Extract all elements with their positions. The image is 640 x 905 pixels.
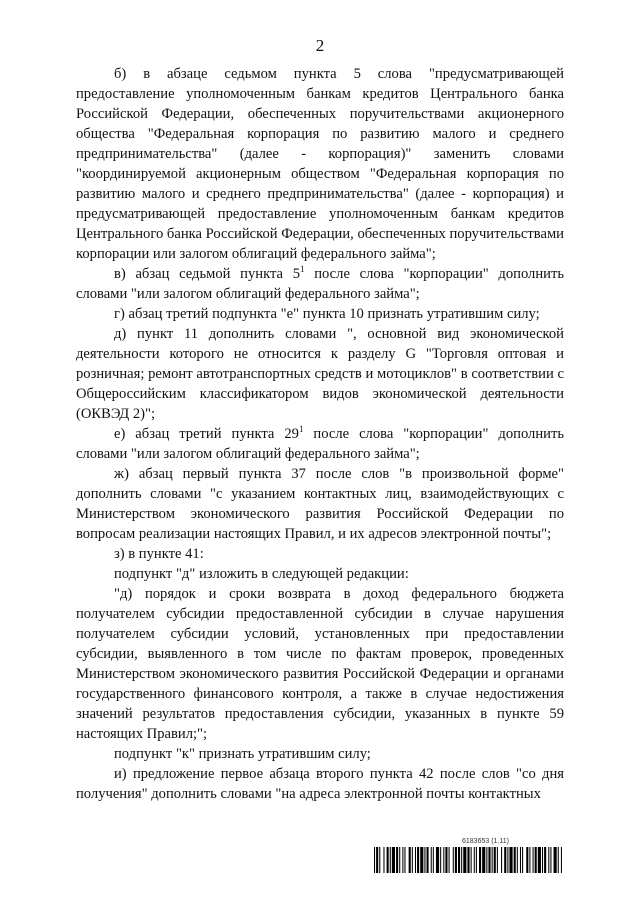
barcode-bar — [507, 847, 508, 873]
barcode — [374, 847, 563, 873]
barcode-bar — [526, 847, 528, 873]
paragraph-d: д) пункт 11 дополнить словами ", основной вид экономической деятельности которого не относится к разделу G "Торговля оптовая и розничная; ремонт автотранспортных средств и мотоциклов" в соответствии с Общероссийским классификатором видов экономической деятельности (ОКВЭД 2)"; — [76, 326, 564, 422]
barcode-bar — [542, 847, 543, 873]
barcode-bar — [474, 847, 475, 873]
barcode-bar — [417, 847, 419, 873]
barcode-bar — [443, 847, 444, 873]
superscript-marker: 1 — [298, 424, 304, 434]
paragraph-v-end: после слова "корпорации" дополнить словами "или залогом облигаций федерального займа"; — [76, 266, 564, 302]
barcode-bar — [379, 847, 380, 873]
barcode-bar — [427, 847, 429, 873]
barcode-bar — [449, 847, 450, 873]
barcode-bar — [383, 847, 384, 873]
barcode-bar — [431, 847, 432, 873]
barcode-bar — [479, 847, 481, 873]
paragraph-i: и) предложение первое абзаца второго пункта 42 после слов "со дня получения" дополнить словами "на адреса электронной почты контактных — [76, 766, 564, 802]
barcode-bar — [501, 847, 502, 873]
barcode-bar — [535, 847, 537, 873]
barcode-bar — [376, 847, 378, 873]
page-number: 2 — [315, 36, 325, 55]
barcode-bar — [390, 847, 391, 873]
barcode-bar — [476, 847, 477, 873]
paragraph-zh: ж) абзац первый пункта 37 после слов "в произвольной форме" дополнить словами "с указанием контактных лиц, взаимодействующих с Министерством экономического развития Российской Федерации по вопросам реализации настоящих Правил, и их адресов электронной почты"; — [76, 466, 564, 542]
barcode-bar — [544, 847, 546, 873]
barcode-bar — [387, 847, 389, 873]
paragraph-b: б) в абзаце седьмом пункта 5 слова "предусматривающей предоставление уполномоченным банкам кредитов Центрального банка Российской Федерации, обеспеченных поручительствами акционерного общества "Федеральная корпорация по развитию малого и среднего предпринимательства" (далее - корпорация)" заменить словами "координируемой акционерным обществом "Федеральная корпорация по развитию малого и среднего предпринимательства" (далее - корпорация) и предусматривающей предоставление уполномоченным банкам кредитов Центрального банка Российской Федерации, обеспеченных поручительствами корпорации или залогом облигаций федерального займа"; — [76, 66, 564, 262]
barcode-bar — [415, 847, 416, 873]
barcode-bar — [488, 847, 490, 873]
barcode-bar — [554, 847, 557, 873]
barcode-bar — [550, 847, 551, 873]
barcode-bar — [424, 847, 425, 873]
barcode-bar — [538, 847, 541, 873]
barcode-bar — [494, 847, 496, 873]
barcode-bar — [520, 847, 521, 873]
barcode-bar — [440, 847, 441, 873]
barcode-bar — [514, 847, 516, 873]
barcode-bar — [558, 847, 559, 873]
document-code: 6183653 (1.11) — [462, 838, 509, 845]
barcode-bar — [486, 847, 487, 873]
barcode-bar — [463, 847, 466, 873]
barcode-bar — [453, 847, 454, 873]
barcode-bar — [392, 847, 395, 873]
barcode-bar — [467, 847, 469, 873]
barcode-bar — [458, 847, 460, 873]
barcode-bar — [492, 847, 493, 873]
barcode-bar — [420, 847, 423, 873]
barcode-bar — [517, 847, 518, 873]
barcode-bar — [402, 847, 403, 873]
paragraph-e-end: после слова "корпорации" дополнить словами "или залогом облигаций федерального займа"; — [76, 426, 564, 462]
barcode-bar — [409, 847, 411, 873]
document-body — [76, 64, 564, 804]
barcode-bar — [445, 847, 447, 873]
paragraph-e — [76, 424, 564, 464]
barcode-bar — [399, 847, 400, 873]
barcode-bar — [455, 847, 457, 873]
barcode-bar — [404, 847, 405, 873]
barcode-bar — [529, 847, 530, 873]
barcode-bar — [504, 847, 506, 873]
barcode-bar — [412, 847, 413, 873]
barcode-bar — [436, 847, 439, 873]
barcode-bar — [461, 847, 462, 873]
superscript-marker: 1 — [300, 264, 305, 274]
barcode-bar — [433, 847, 434, 873]
paragraph-z-subpoint-k: подпункт "к" признать утратившим силу; — [114, 746, 371, 762]
paragraph-z: з) в пункте 41: — [114, 546, 204, 562]
barcode-bar — [471, 847, 472, 873]
paragraph-v — [76, 264, 564, 304]
paragraph-g: г) абзац третий подпункта "е" пункта 10 признать утратившим силу; — [114, 306, 540, 322]
barcode-bar — [482, 847, 485, 873]
barcode-bar — [374, 847, 375, 873]
barcode-bar — [548, 847, 549, 873]
paragraph-z-subpoint-d: подпункт "д" изложить в следующей редакции: — [114, 566, 409, 582]
paragraph-z-quoted-text: "д) порядок и сроки возврата в доход федерального бюджета получателем субсидии предоставленной субсидии в случае нарушения получателем субсидии условий, установленных при предоставлении субсидии, выявленного в том числе по фактам проверок, проведенных Министерством экономического развития Российской Федерации и органами государственного финансового контроля, а также в случае недостижения значений результатов предоставления субсидии, указанных в пункте 59 настоящих Правил;"; — [76, 586, 564, 742]
barcode-bar — [522, 847, 523, 873]
barcode-bar — [561, 847, 562, 873]
barcode-bar — [497, 847, 498, 873]
barcode-bar — [396, 847, 398, 873]
paragraph-v-start: в) абзац седьмой пункта 5 — [114, 266, 301, 282]
paragraph-e-start: е) абзац третий пункта 29 — [114, 426, 299, 442]
barcode-bar — [509, 847, 512, 873]
barcode-bar — [533, 847, 534, 873]
